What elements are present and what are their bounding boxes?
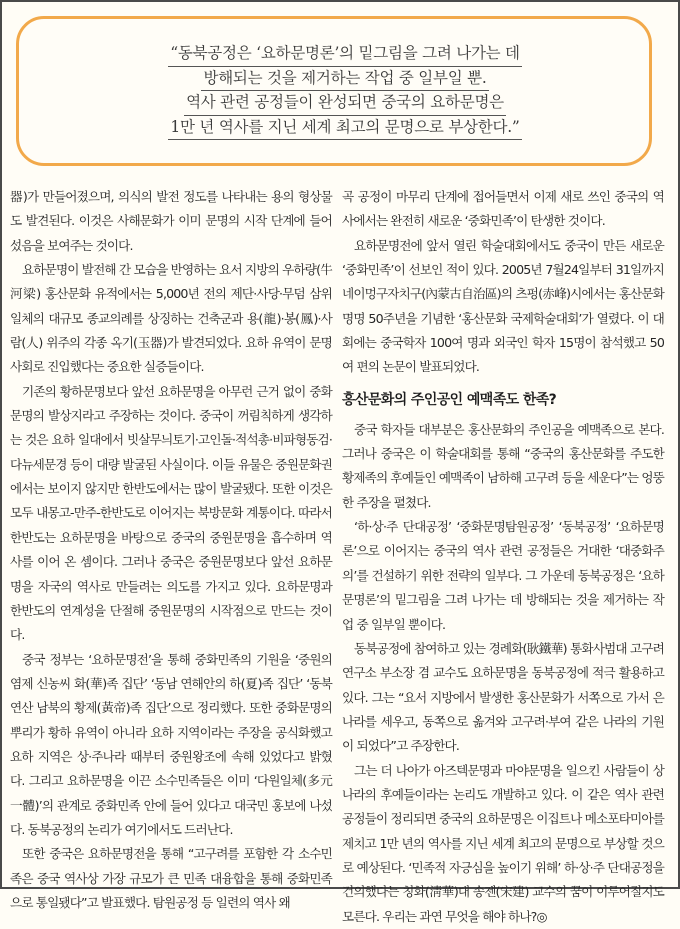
pull-quote-line: 역사 관련 공정들이 완성되면 중국의 요하문명은: [184, 91, 506, 116]
left-column: [10, 185, 332, 915]
paragraph: 기존의 황하문명보다 앞선 요하문명을 아무런 근거 없이 중화문명의 발상지라고 주장하는 것이다. 중국이 꺼림칙하게 생각하는 것은 요하 일대에서 빗살무늬토기·고인돌·적석총·비파형동검·다뉴세문경 등이 대량 발굴된 사실이다. 이들 유물은 중원문화권에서는 보이지 않지만 한반도에서는 많이 발굴됐다. 또한 이것은 모두 내몽고-만주-한반도로 이어지는 북방문화 계통이다. 따라서 한반도는 요하문명을 바탕으로 중국의 중원문명을 흡수하며 역사를 이어 온 셈이다. 그러나 중국은 중원문명보다 앞선 요하문명을 자국의 역사로 만들려는 의도를 가지고 있다. 요하문명과 한반도의 연계성을 단절해 중원문명의 시작점으로 만드는 것이다.: [10, 383, 332, 643]
right-column: [342, 185, 664, 929]
paragraph: 중국 정부는 ‘요하문명전’을 통해 중화민족의 기원을 ‘중원의 염제 신농씨 화(華)족 집단’ ‘동남 연해안의 하(夏)족 집단’ ‘동북 연산 남북의 황제(黃帝)족 집단’으로 정리했다. 또한 중화문명의 뿌리가 황하 유역이 아니라 요하 지역이라는 주장을 공식화했고 요하 지역은 상·주나라 때부터 중원왕조에 속해 있었다고 밝혔다. 그리고 요하문명을 이끈 소수민족들은 이미 ‘다원일체(多元一體)’의 관계로 중화민족 안에 들어 있다고 대국민 홍보에 나섰다. 동북공정의 논리가 여기에서도 드러난다.: [10, 651, 332, 837]
paragraph: 器)가 만들어졌으며, 의식의 발전 정도를 나타내는 용의 형상물도 발견된다. 이것은 사해문화가 이미 문명의 시작 단계에 들어섰음을 보여주는 것이다.: [10, 189, 332, 253]
paragraph: 요하문명전에 앞서 열린 학술대회에서도 중국이 만든 새로운 ‘중화민족’이 선보인 적이 있다. 2005년 7월24일부터 31일까지 네이멍구자치구(內蒙古自治區)의 츠펑(赤峰)시에서는 홍산문화 명명 50주년을 기념한 ‘홍산문화 국제학술대회’가 열렸다. 이 대회에는 중국학자 100여 명과 외국인 학자 15명이 참석했고 50여 편의 논문이 발표되었다.: [342, 237, 664, 375]
paragraph: 요하문명이 발전해 간 모습을 반영하는 요서 지방의 우하량(牛河梁) 홍산문화 유적에서는 5,000년 전의 제단·사당·무덤 삼위일체의 대규모 종교의례를 상징하는 건축군과 용(龍)·봉(鳳)·사람(人) 위주의 각종 옥기(玉器)가 발견되었다. 요하 유역이 문명사회로 진입했다는 중요한 실증들이다.: [10, 262, 332, 375]
paragraph: 중국 학자들 대부분은 홍산문화의 주인공을 예맥족으로 본다. 그러나 중국은 이 학술대회를 통해 “중국의 홍산문화를 주도한 황제족의 후예들인 예맥족이 남하해 고구려 등을 세운다”는 엉뚱한 주장을 펼쳤다.: [342, 421, 664, 510]
pull-quote-line: “동북공정은 ‘요하문명론’의 밑그림을 그려 나가는 데: [168, 42, 522, 67]
section-heading: 홍산문화의 주인공인 예맥족도 한족?: [342, 391, 557, 408]
paragraph-text: 그는 더 나아가 아즈텍문명과 마야문명을 일으킨 사람들이 상나라의 후예들이라는 논리도 개발하고 있다. 이 같은 역사 관련 공정들이 정리되면 중국의 요하문명은 이집트나 메소포타미아를 제치고 1만 년의 역사를 지닌 세계 최고의 문명으로 부상할 것으로 예상된다. ‘민족적 자긍심을 높이기 위해’ 하·상·주 단대공정을 건의했다는 칭화(淸華)대 송젠(宋建) 교수의 꿈이 이루어질지도 모른다. 우리는 과연 무엇을 해야 하나?: [342, 762, 664, 924]
paragraph: 곡 공정이 마무리 단계에 접어들면서 이제 새로 쓰인 중국의 역사에서는 완전히 새로운 ‘중화민족’이 탄생한 것이다.: [342, 189, 664, 229]
paragraph: 동북공정에 참여하고 있는 경례화(耿鐵華) 통화사범대 고구려연구소 부소장 겸 교수도 요하문명을 동북공정에 적극 활용하고 있다. 그는 “요서 지방에서 발생한 홍산문화가 서쪽으로 가서 은나라를 세우고, 동쪽으로 옮겨와 고구려·부여 같은 나라의 기원이 되었다”고 주장한다.: [342, 640, 664, 754]
paragraph: 또한 중국은 요하문명전을 통해 “고구려를 포함한 각 소수민족은 중국 역사상 가장 규모가 큰 민족 대융합을 통해 중화민족으로 통일됐다”고 발표했다. 탐원공정 등 일련의 역사 왜: [10, 846, 332, 910]
end-mark-icon: ◎: [536, 908, 548, 924]
pull-quote: [50, 42, 640, 140]
paragraph: [342, 759, 664, 929]
pull-quote-line: 방해되는 것을 제거하는 작업 중 일부일 뿐.: [201, 67, 488, 92]
pull-quote-line: 1만 년 역사를 지닌 세계 최고의 문명으로 부상한다.”: [168, 116, 521, 141]
paragraph: ‘하·상·주 단대공정’ ‘중화문명탐원공정’ ‘동북공정’ ‘요하문명론’으로 이어지는 중국의 역사 관련 공정들은 거대한 ‘대중화주의’를 건설하기 위한 전략의 일부다. 그 가운데 동북공정은 ‘요하문명론’의 밑그림을 그려 나가는 데 방해되는 것을 제거하는 작업 중 일부일 뿐이다.: [342, 519, 664, 632]
